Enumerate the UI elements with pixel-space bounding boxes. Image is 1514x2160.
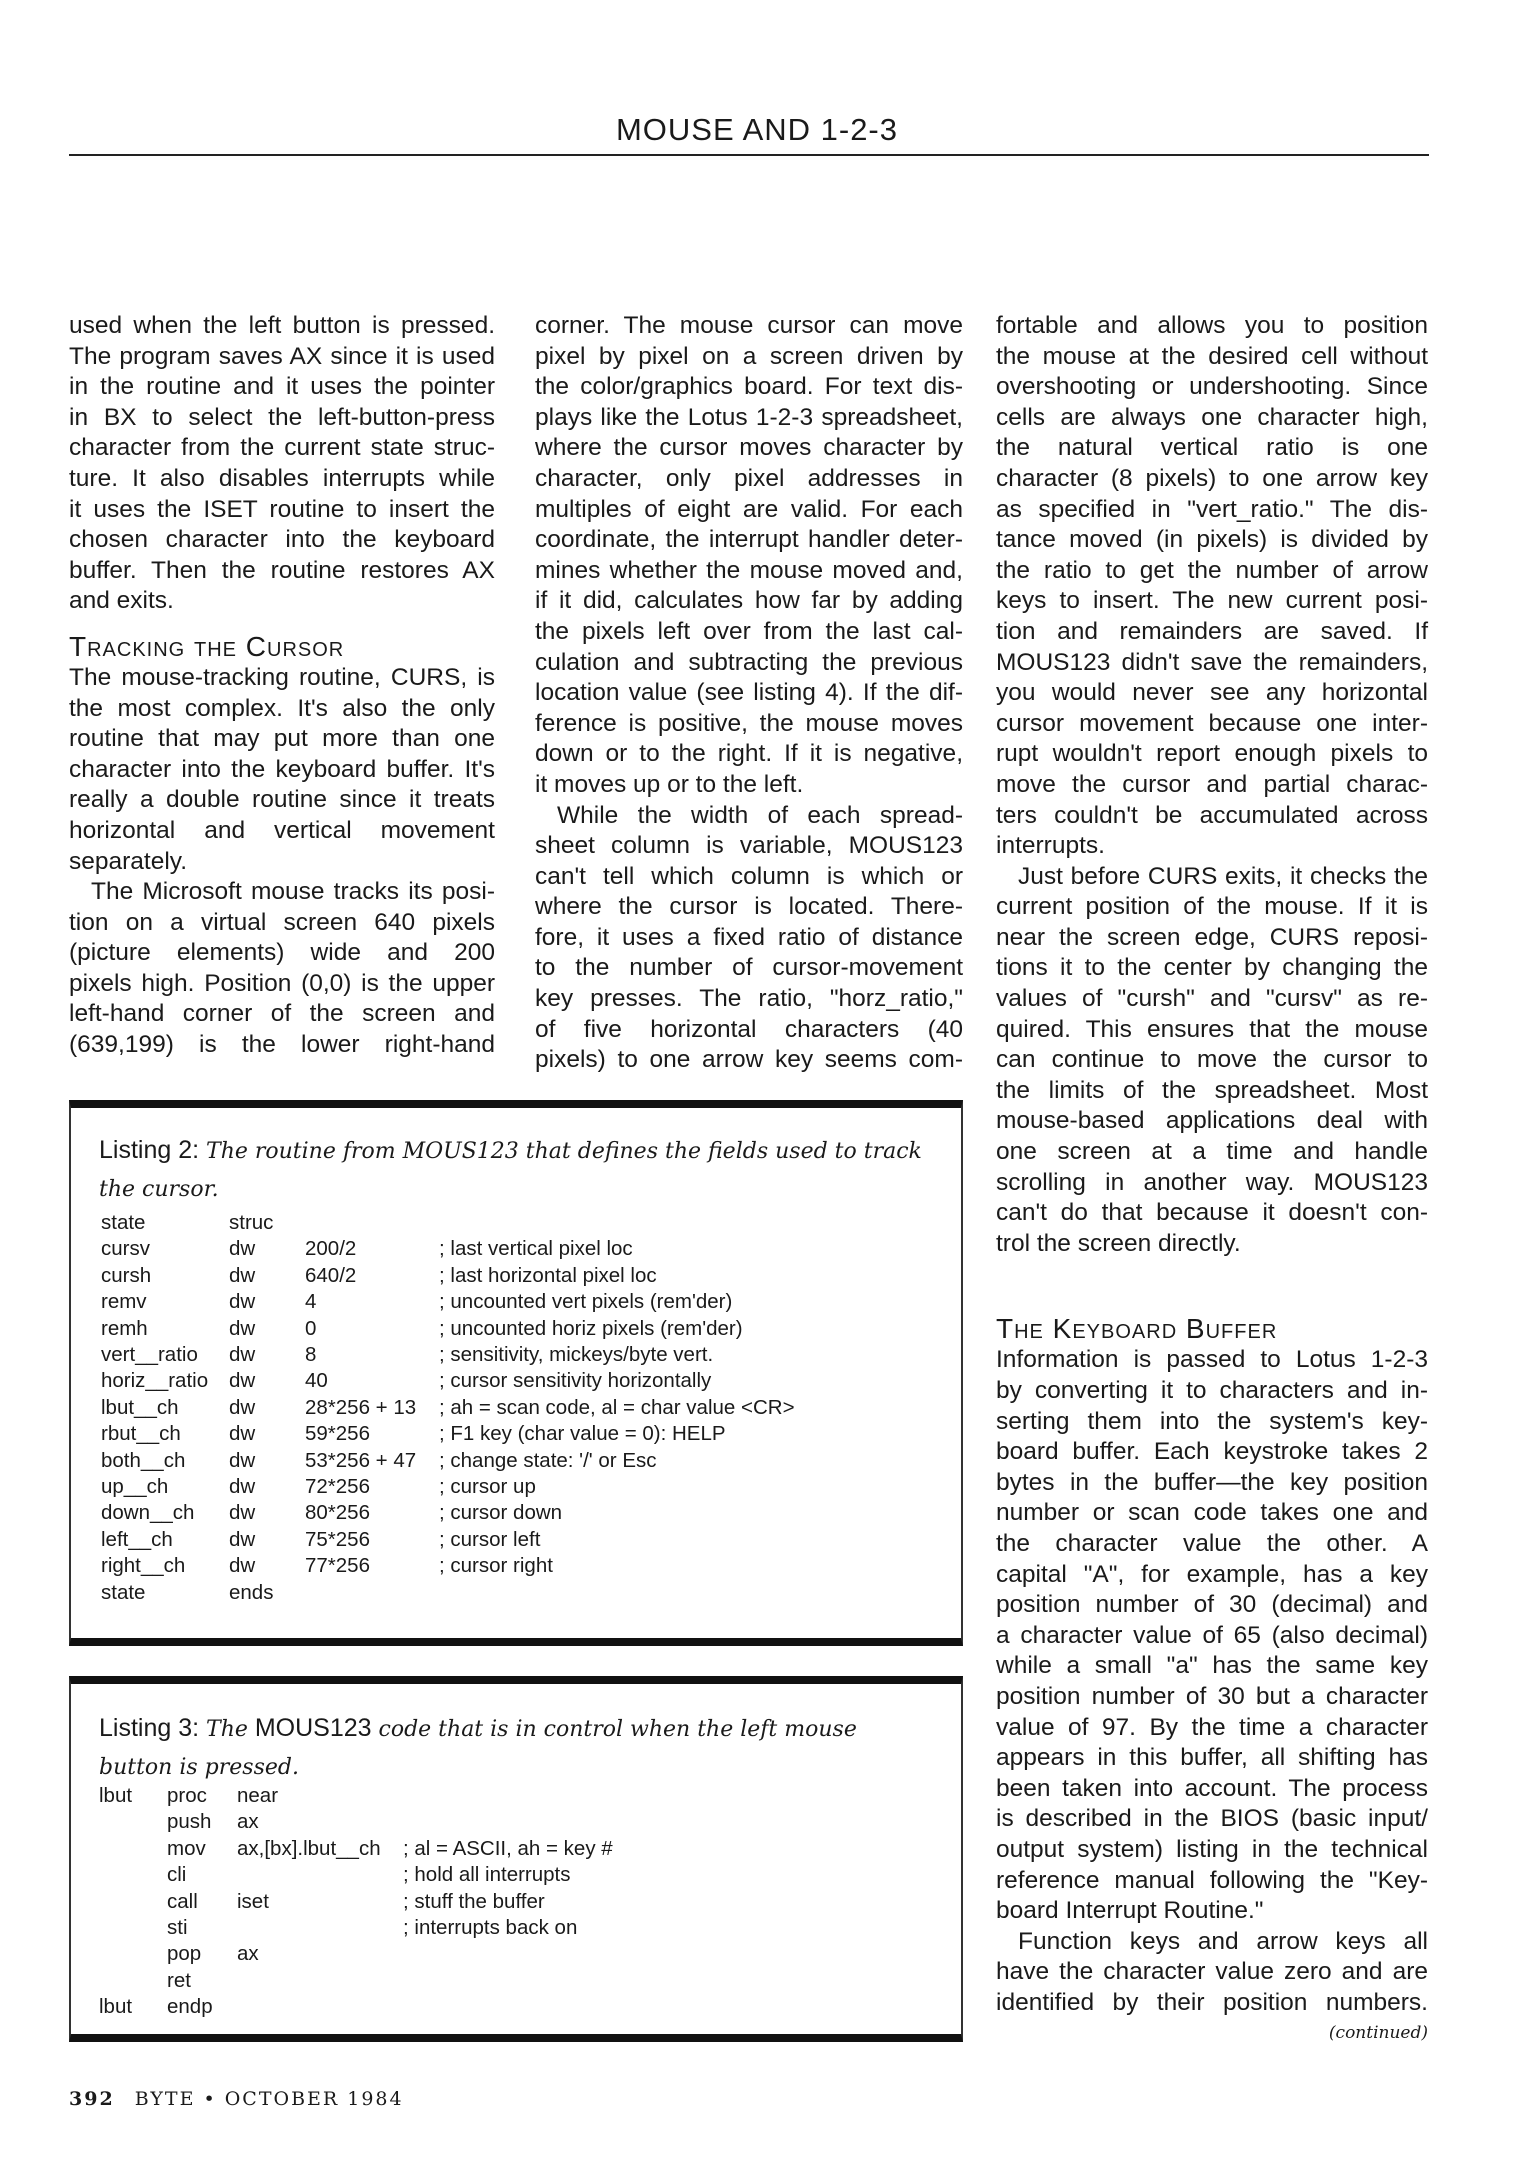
text-line: mouse-based applications deal with xyxy=(996,1107,1428,1135)
text-column-1 xyxy=(69,311,495,1061)
text-line: The program saves AX since it is used xyxy=(69,342,495,370)
text-line: horizontal and vertical movement xyxy=(69,816,495,844)
listing-caption-name: MOUS123 xyxy=(254,1714,372,1742)
code-label: down__ch xyxy=(101,1501,195,1525)
text-line: move the cursor and partial charac- xyxy=(996,770,1428,798)
code-label: cursh xyxy=(101,1263,152,1287)
text-line: can't do that because it doesn't con- xyxy=(996,1199,1428,1227)
code-comment: ; stuff the buffer xyxy=(403,1889,545,1913)
text-line: if it did, calculates how far by adding xyxy=(535,587,963,615)
text-line: the color/graphics board. For text dis- xyxy=(535,373,963,401)
text-line: board buffer. Each keystroke takes 2 xyxy=(996,1438,1428,1466)
header-rule xyxy=(69,154,1429,156)
paragraph xyxy=(996,311,1428,862)
code-op: push xyxy=(167,1810,212,1834)
code-op: dw xyxy=(229,1448,256,1472)
text-line: can't tell which column is which or xyxy=(535,862,963,890)
text-line: reference manual following the "Key- xyxy=(996,1866,1428,1894)
text-line: a character value of 65 (also decimal) xyxy=(996,1621,1428,1649)
text-line: output system) listing in the technical xyxy=(996,1835,1428,1863)
code-operand: 640/2 xyxy=(305,1263,357,1287)
code-operand: 8 xyxy=(305,1343,317,1366)
code-op: cli xyxy=(167,1863,187,1887)
paragraph xyxy=(996,862,1428,1260)
listing-3-caption xyxy=(99,1710,933,1786)
code-operand: ax,[bx].lbut__ch xyxy=(237,1836,381,1860)
text-line: overshooting or undershooting. Since xyxy=(996,373,1428,401)
code-label: lbut xyxy=(99,1995,133,2019)
paragraph xyxy=(69,311,495,617)
code-operand: iset xyxy=(237,1889,269,1913)
section-heading: The Keyboard Buffer xyxy=(996,1313,1278,1345)
code-op: dw xyxy=(229,1395,256,1419)
text-line: value of 97. By the time a character xyxy=(996,1713,1428,1741)
text-line: appears in this buffer, all shifting has xyxy=(996,1744,1428,1772)
text-line: ference is positive, the mouse moves xyxy=(535,709,963,737)
code-label: both__ch xyxy=(101,1448,186,1472)
code-op: mov xyxy=(167,1836,206,1860)
text-line: cells are always one character high, xyxy=(996,403,1428,431)
text-line: Function keys and arrow keys all xyxy=(1018,1927,1428,1955)
text-line: interrupts. xyxy=(996,832,1105,860)
code-op: call xyxy=(167,1889,198,1913)
code-operand: near xyxy=(237,1784,279,1807)
text-line: bytes in the buffer—the key position xyxy=(996,1468,1428,1496)
text-line: corner. The mouse cursor can move xyxy=(535,312,963,339)
text-line: by converting it to characters and in- xyxy=(996,1377,1428,1404)
section-heading: Tracking the Cursor xyxy=(69,630,345,662)
text-line: while a small "a" has the same key xyxy=(996,1652,1428,1680)
code-operand: 200/2 xyxy=(305,1237,357,1261)
paragraph xyxy=(69,663,495,877)
code-op: ret xyxy=(167,1968,191,1992)
text-line: plays like the Lotus 1-2-3 spreadsheet, xyxy=(535,403,963,431)
code-op: proc xyxy=(167,1784,207,1807)
code-operand: ax xyxy=(237,1810,259,1834)
code-comment: ; F1 key (char value = 0): HELP xyxy=(439,1422,726,1446)
text-line: quired. This ensures that the mouse xyxy=(996,1015,1428,1043)
text-line: tions it to the center by changing the xyxy=(996,954,1428,982)
code-op: sti xyxy=(167,1916,188,1939)
code-comment: ; al = ASCII, ah = key # xyxy=(403,1836,613,1860)
text-line: buffer. Then the routine restores AX xyxy=(69,556,495,584)
code-op: dw xyxy=(229,1554,256,1578)
text-line: (639,199) is the lower right-hand xyxy=(69,1031,495,1059)
text-line: The Microsoft mouse tracks its posi- xyxy=(91,878,495,906)
text-line: position number of 30 but a character xyxy=(996,1682,1428,1710)
text-line: coordinate, the interrupt handler deter- xyxy=(535,526,963,554)
listing-caption-text: The routine from MOUS123 that defines the fields used to track the cursor. xyxy=(99,1139,922,1202)
text-line: location value (see listing 4). If the dif- xyxy=(535,679,963,707)
text-line: have the character value zero and are xyxy=(996,1958,1428,1986)
code-label: left__ch xyxy=(101,1527,173,1551)
code-label: lbut xyxy=(99,1784,133,1807)
code-comment: ; cursor up xyxy=(439,1475,536,1498)
text-line: number or scan code takes one and xyxy=(996,1499,1428,1527)
text-line: serting them into the system's key- xyxy=(996,1407,1428,1435)
text-line: the natural vertical ratio is one xyxy=(996,434,1428,462)
publication-line: BYTE • OCTOBER 1984 xyxy=(134,2088,404,2110)
text-line: rupt wouldn't report enough pixels to xyxy=(996,740,1428,768)
code-label: horiz__ratio xyxy=(101,1369,209,1393)
paragraph xyxy=(535,311,963,801)
text-line: sheet column is variable, MOUS123 xyxy=(535,832,963,860)
paragraph xyxy=(69,877,495,1061)
code-comment: ; hold all interrupts xyxy=(403,1863,571,1887)
text-line: as specified in "vert_ratio." The dis- xyxy=(996,495,1428,523)
code-op: dw xyxy=(229,1527,256,1551)
text-line: identified by their position numbers. xyxy=(996,1988,1428,2016)
page-footer xyxy=(69,2088,404,2110)
text-line: current position of the mouse. If it is xyxy=(996,893,1428,921)
continued-note: (continued) xyxy=(1328,2023,1428,2044)
text-line: cursor movement because one inter- xyxy=(996,709,1428,737)
code-operand: 28*256 + 13 xyxy=(305,1395,417,1419)
code-operand: 72*256 xyxy=(305,1475,370,1498)
text-line: character from the current state struc- xyxy=(69,434,495,462)
code-op: dw xyxy=(229,1263,256,1287)
text-line: really a double routine since it treats xyxy=(69,786,495,814)
text-line: values of "cursh" and "cursv" as re- xyxy=(996,985,1428,1013)
text-line: separately. xyxy=(69,847,188,875)
code-operand: 75*256 xyxy=(305,1527,370,1551)
text-line: fore, it uses a fixed ratio of distance xyxy=(535,923,963,951)
code-op: dw xyxy=(229,1422,256,1446)
code-op: dw xyxy=(229,1475,256,1498)
text-line: While the width of each spread- xyxy=(557,801,963,829)
code-operand: 40 xyxy=(305,1369,328,1393)
code-comment: ; last vertical pixel loc xyxy=(439,1237,633,1261)
code-op: dw xyxy=(229,1369,256,1393)
code-op: ends xyxy=(229,1580,274,1604)
text-line: of five horizontal characters (40 xyxy=(535,1015,963,1043)
text-line: tion on a virtual screen 640 pixels xyxy=(69,908,495,936)
text-line: character into the keyboard buffer. It's xyxy=(69,755,495,783)
text-line: culation and subtracting the previous xyxy=(535,648,963,676)
code-comment: ; cursor sensitivity horizontally xyxy=(439,1369,712,1393)
text-line: you would never see any horizontal xyxy=(996,679,1428,707)
paragraph xyxy=(535,801,963,1076)
text-line: in the routine and it uses the pointer xyxy=(69,373,495,401)
listing-label: Listing 2: xyxy=(99,1136,200,1164)
text-line: is described in the BIOS (basic input/ xyxy=(996,1805,1428,1833)
text-line: pixel by pixel on a screen driven by xyxy=(535,342,963,370)
code-op: pop xyxy=(167,1942,202,1966)
code-label: state xyxy=(101,1580,146,1604)
text-line: routine that may put more than one xyxy=(69,725,495,753)
code-label: lbut__ch xyxy=(101,1395,179,1419)
text-line: the character value the other. A xyxy=(996,1529,1428,1557)
code-label: rbut__ch xyxy=(101,1422,181,1446)
code-comment: ; ah = scan code, al = char value <CR> xyxy=(439,1395,795,1419)
code-operand: 53*256 + 47 xyxy=(305,1448,417,1472)
text-line: multiples of eight are valid. For each xyxy=(535,495,963,523)
text-line: ters couldn't be accumulated across xyxy=(996,801,1428,829)
text-line: Just before CURS exits, it checks the xyxy=(1018,862,1428,890)
text-line: Information is passed to Lotus 1-2-3 xyxy=(996,1346,1428,1374)
code-op: struc xyxy=(229,1211,274,1234)
code-label: remv xyxy=(101,1290,147,1314)
code-comment: ; uncounted horiz pixels (rem'der) xyxy=(439,1316,743,1340)
code-comment: ; change state: '/' or Esc xyxy=(439,1448,657,1472)
code-operand: 59*256 xyxy=(305,1422,370,1446)
text-line: one screen at a time and handle xyxy=(996,1138,1428,1166)
code-operand: 77*256 xyxy=(305,1554,370,1578)
code-op: endp xyxy=(167,1995,213,2019)
code-comment: ; cursor down xyxy=(439,1501,563,1525)
text-line: pixels) to one arrow key seems com- xyxy=(535,1046,963,1074)
code-comment: ; last horizontal pixel loc xyxy=(439,1263,657,1287)
running-head: MOUSE AND 1-2-3 xyxy=(615,112,898,147)
text-line: near the screen edge, CURS reposi- xyxy=(996,923,1428,951)
text-line: MOUS123 didn't save the remainders, xyxy=(996,648,1428,676)
code-comment: ; cursor left xyxy=(439,1527,541,1551)
text-column-3 xyxy=(996,311,1428,2049)
paragraph xyxy=(996,1927,1428,2019)
code-operand: 0 xyxy=(305,1316,317,1340)
listing-caption-post: code that is in control when the left mouse button is pressed. xyxy=(99,1717,857,1780)
code-label: up__ch xyxy=(101,1475,169,1498)
text-line: mines whether the mouse moved and, xyxy=(535,556,963,584)
text-line: The mouse-tracking routine, CURS, is xyxy=(69,663,495,691)
text-line: (picture elements) wide and 200 xyxy=(69,939,495,967)
text-line: been taken into account. The process xyxy=(996,1774,1428,1802)
text-line: chosen character into the keyboard xyxy=(69,526,495,554)
code-label: vert__ratio xyxy=(101,1343,198,1366)
text-line: the most complex. It's also the only xyxy=(69,694,495,722)
text-line: pixels high. Position (0,0) is the upper xyxy=(69,969,495,997)
listing-label: Listing 3: xyxy=(99,1714,200,1742)
text-line: it moves up or to the left. xyxy=(535,770,804,798)
text-line: used when the left button is pressed. xyxy=(69,312,495,339)
code-label: state xyxy=(101,1211,146,1234)
text-line: tion and remainders are saved. If xyxy=(996,617,1428,645)
text-line: down or to the right. If it is negative, xyxy=(535,740,963,768)
paragraph xyxy=(996,1345,1428,1926)
code-op: dw xyxy=(229,1290,256,1314)
text-line: the mouse at the desired cell without xyxy=(996,342,1428,370)
text-line: and exits. xyxy=(69,587,174,615)
text-line: ture. It also disables interrupts while xyxy=(69,464,495,492)
listing-2-box xyxy=(69,1100,963,1646)
code-comment: ; interrupts back on xyxy=(403,1916,578,1939)
text-line: the limits of the spreadsheet. Most xyxy=(996,1076,1428,1104)
text-line: where the cursor is located. There- xyxy=(535,893,963,921)
text-line: where the cursor moves character by xyxy=(535,434,963,462)
text-line: the pixels left over from the last cal- xyxy=(535,617,963,645)
text-line: trol the screen directly. xyxy=(996,1229,1241,1257)
text-line: capital "A", for example, has a key xyxy=(996,1560,1428,1588)
code-operand: 4 xyxy=(305,1290,317,1314)
text-line: tance moved (in pixels) is divided by xyxy=(996,526,1428,554)
code-label: remh xyxy=(101,1316,148,1340)
code-operand: 80*256 xyxy=(305,1501,370,1525)
text-line: it uses the ISET routine to insert the xyxy=(69,495,495,523)
text-line: position number of 30 (decimal) and xyxy=(996,1591,1428,1619)
code-label: cursv xyxy=(101,1237,150,1261)
spacer xyxy=(996,1259,1428,1299)
text-line: can continue to move the cursor to xyxy=(996,1046,1428,1074)
text-line: left-hand corner of the screen and xyxy=(69,1000,495,1028)
code-op: dw xyxy=(229,1343,256,1366)
listing-3-box xyxy=(69,1676,963,2042)
text-line: to the number of cursor-movement xyxy=(535,954,963,982)
code-op: dw xyxy=(229,1316,256,1340)
code-comment: ; sensitivity, mickeys/byte vert. xyxy=(439,1343,714,1366)
text-column-2 xyxy=(535,311,963,1076)
code-comment: ; cursor right xyxy=(439,1554,553,1578)
code-op: dw xyxy=(229,1237,256,1261)
page-number: 392 xyxy=(69,2088,115,2110)
code-operand: ax xyxy=(237,1942,259,1966)
code-op: dw xyxy=(229,1501,256,1525)
text-line: character, only pixel addresses in xyxy=(535,464,963,492)
text-line: scrolling in another way. MOUS123 xyxy=(996,1168,1428,1196)
text-line: character (8 pixels) to one arrow key xyxy=(996,464,1428,492)
text-line: board Interrupt Routine." xyxy=(996,1897,1264,1925)
code-label: right__ch xyxy=(101,1554,186,1578)
code-comment: ; uncounted vert pixels (rem'der) xyxy=(439,1290,733,1314)
text-line: fortable and allows you to position xyxy=(996,312,1428,339)
text-line: in BX to select the left-button-press xyxy=(69,403,495,431)
text-line: keys to insert. The new current posi- xyxy=(996,587,1428,615)
listing-2-caption xyxy=(99,1132,933,1208)
listing-caption-pre: The xyxy=(206,1717,248,1742)
text-line: key presses. The ratio, "horz_ratio," xyxy=(535,985,963,1013)
text-line: the ratio to get the number of arrow xyxy=(996,556,1428,584)
